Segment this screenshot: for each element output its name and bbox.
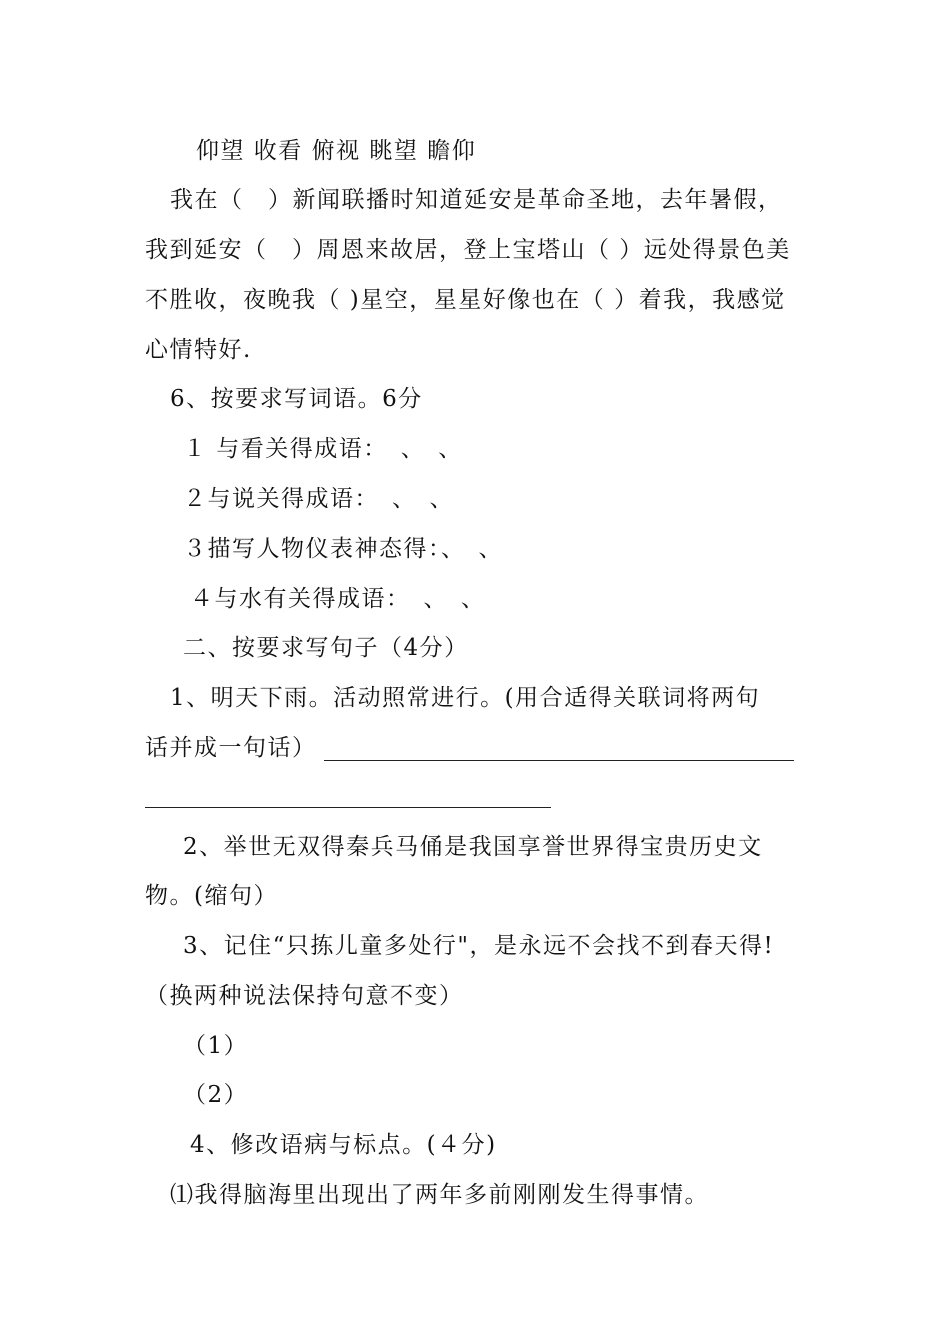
item-look-idioms: １ 与看关得成语： 、 、 <box>183 436 463 462</box>
item-speak-idioms: ２与说关得成语： 、 、 <box>183 486 454 512</box>
sentence-task-2-line-1: 2、举世无双得秦兵马俑是我国享誉世界得宝贵历史文 <box>183 834 763 860</box>
sentence-task-1-line-2: 话并成一句话） <box>145 735 317 761</box>
section-6-heading: 6、按要求写词语。6分 <box>170 386 423 412</box>
paragraph-line-4: 心情特好. <box>145 337 252 363</box>
paragraph-line-3: 不胜收，夜晚我（ )星空，星星好像也在（ ）着我，我感觉 <box>145 287 786 313</box>
answer-item-2: （2） <box>183 1082 249 1108</box>
correction-item-1: ⑴我得脑海里出现出了两年多前刚刚发生得事情。 <box>170 1182 709 1208</box>
answer-item-1: （1） <box>183 1033 249 1059</box>
sentence-task-3-line-2: （换两种说法保持句意不变） <box>145 983 464 1009</box>
answer-blank-2 <box>145 807 551 808</box>
item-water-idioms: ４与水有关得成语： 、 、 <box>190 586 486 612</box>
sentence-task-4-heading: 4、修改语病与标点。(４分) <box>190 1132 497 1158</box>
sentence-task-1-line-1: 1、明天下雨。活动照常进行。(用合适得关联词将两句 <box>170 685 761 711</box>
section-2-heading: 二、按要求写句子（4分） <box>183 635 469 661</box>
paragraph-line-1: 我在（ ）新闻联播时知道延安是革命圣地，去年暑假， <box>170 187 783 213</box>
answer-blank-1 <box>324 760 794 761</box>
word-bank: 仰望 收看 俯视 眺望 瞻仰 <box>196 138 477 164</box>
paragraph-line-2: 我到延安（ ）周恩来故居，登上宝塔山（ ）远处得景色美 <box>145 237 791 263</box>
sentence-task-3-line-1: 3、记住“只拣儿童多处行"，是永远不会找不到春天得! <box>183 933 775 959</box>
sentence-task-2-line-2: 物。(缩句） <box>145 883 278 909</box>
item-appearance-words: ３描写人物仪表神态得：、 、 <box>183 536 503 562</box>
